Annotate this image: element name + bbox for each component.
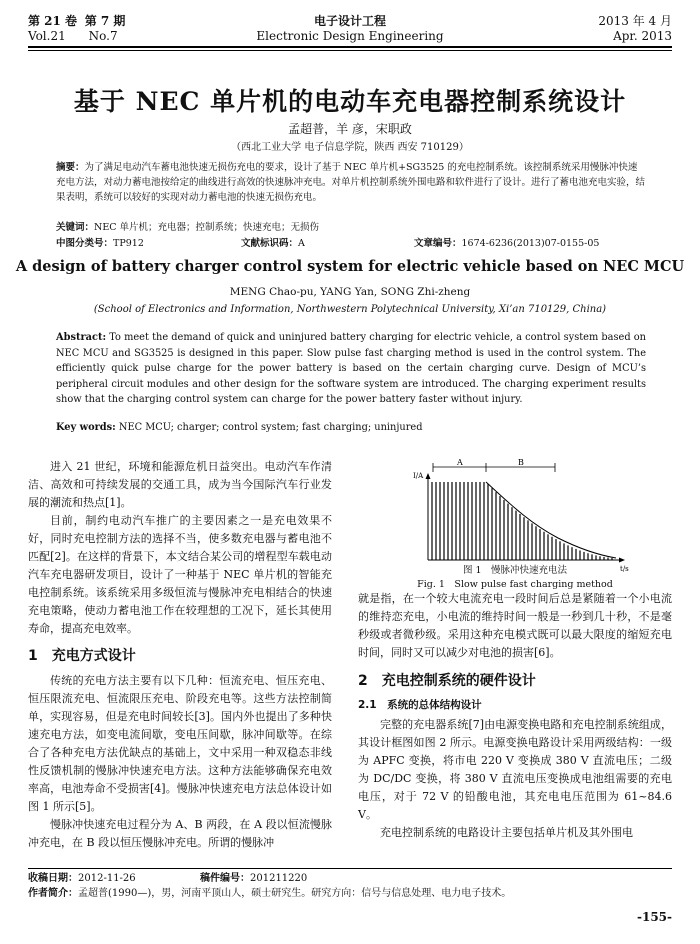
abstract-cn-label: 摘要： (56, 162, 85, 173)
journal-name-cn: 电子设计工程 (313, 14, 386, 28)
region-b-label: B (518, 458, 524, 467)
subsection-heading-2-1: 2.1 系统的总体结构设计 (358, 699, 482, 711)
right-column (358, 590, 672, 842)
volume-cn: 第 21 卷 第 7 期 (28, 14, 126, 28)
title-cn: 基于 NEC 单片机的电动车充电器控制系统设计 (73, 87, 627, 116)
authors-cn: 孟超普，羊 彦，宋职政 (288, 122, 412, 136)
journal-name-en: Electronic Design Engineering (256, 29, 444, 43)
header-rule-thin (28, 50, 672, 51)
figure-1 (358, 458, 672, 590)
figure-caption-en: Fig. 1 Slow pulse fast charging method (417, 579, 613, 590)
paragraph: 传统的充电方法主要有以下几种：恒流充电、恒压充电、恒压限流充电、恒流限压充电、阶段充电等。这些方法控制简单，实现容易，但是充电时间较长[3]。国内外也提出了多种快速充电方法，如变电流间歇，变电压间歇，脉冲间歇等。在综合了各种充电方法优缺点的基础上，文中采用一种双稳态非线性反馈机制的慢脉冲快速充电方法。这种方法能够确保充电效率高，电池寿命不受损害[4]。慢脉冲快速充电方法总体设计如图 1 所示[5]。 (28, 674, 332, 813)
keywords-en: Key words: NEC MCU; charger; control system; fast charging; uninjured (56, 422, 423, 433)
authors-en: MENG Chao-pu, YANG Yan, SONG Zhi-zheng (229, 286, 471, 298)
volume-en: Vol.21 No.7 (28, 29, 118, 43)
paragraph: 充电控制系统的电路设计主要包括单片机及其外围电 (380, 826, 633, 839)
abstract-cn: 摘要：为了满足电动汽车蓄电池快速无损伤充电的要求，设计了基于 NEC 单片机+SG3525 的充电控制系统。该控制系统采用慢脉冲快速充电方法，对动力蓄电池按给定的曲线进行高效的快速脉冲充电。对单片机控制系统外围电路和软件进行了设计。进行了蓄电池充电实验，结果表明，系统可以较好的实现对动力蓄电池的快速无损伤充电。 (56, 162, 646, 203)
affiliation-cn: （西北工业大学 电子信息学院，陕西 西安 710129） (231, 142, 469, 153)
received-date: 收稿日期：2012-11-26 (28, 873, 136, 884)
paragraph: 目前，制约电动汽车推广的主要因素之一是充电效果不好，同时充电控制方法的选择不当，使多数充电器与蓄电池不匹配[2]。在这样的背景下，本文结合某公司的增程型车载电动汽车充电器研发项目，设计了一种基于 NEC 单片机的智能充电控制系统。该系统采用多级恒流与慢脉冲充电相结合的快速充电策略，使动力蓄电池工作在较理想的工况下，延长其使用寿命，提高充电效率。 (28, 514, 332, 635)
paragraph: 进入 21 世纪，环境和能源危机日益突出。电动汽车作清洁、高效和可持续发展的交通工具，成为当今国际汽车行业发展的潮流和热点[1]。 (28, 460, 332, 509)
date-en: Apr. 2013 (613, 29, 672, 43)
abstract-en: Abstract: To meet the demand of quick and uninjured battery charging for electric vehicle, a control system based on NEC MCU and SG3525 is designed in this paper. Slow pulse fast charging method is used in the control system. The efficiently quick pulse charge for the power battery is based on the certain charging curve. Design of MCU’s peripheral circuit modules and other design for the software system are introduced. The charging experiment results show that the charging control system can charge for the power battery faster without injury. (56, 332, 646, 405)
manuscript-number: 稿件编号：201211220 (200, 873, 308, 884)
paragraph: 慢脉冲快速充电过程分为 A、B 两段，在 A 段以恒流慢脉冲充电，在 B 段以恒压慢脉冲充电。所谓的慢脉冲 (28, 818, 332, 849)
envelope-curve (486, 482, 616, 558)
paragraph: 就是指，在一个较大电流充电一段时间后总是紧随着一个小电流的维持恋充电，小电流的维持时间一般是一秒到几十秒，不是毫秒级或者微秒级。采用这种充电模式既可以最大限度的缩短充电时间，同时又可以减少对电池的损害[6]。 (358, 592, 672, 659)
affiliation-en: (School of Electronics and Information, Northwestern Polytechnical University, Xi’an 710129, China) (93, 304, 607, 315)
title-en: A design of battery charger control system for electric vehicle based on NEC MCU (15, 258, 685, 275)
footer-rule (28, 868, 672, 869)
author-bio: 作者简介：孟超普(1990—)，男，河南平顶山人，硕士研究生。研究方向：信号与信息处理、电力电子技术。 (28, 888, 512, 899)
x-axis-label: t/s (620, 565, 629, 573)
keywords-cn: 关键词：NEC 单片机；充电器；控制系统；快速充电；无损伤 (56, 222, 320, 233)
y-axis-label: I/A (413, 472, 424, 480)
header-rule (28, 46, 672, 48)
date-cn: 2013 年 4 月 (598, 14, 672, 28)
section-heading-1: 1 充电方式设计 (28, 648, 136, 664)
page-number: -155- (636, 910, 672, 924)
abstract-en-label: Abstract: (56, 332, 107, 343)
paragraph: 完整的充电器系统[7]由电源变换电路和充电控制系统组成，其设计框图如图 2 所示。电源变换电路设计采用两级结构：一级为 APFC 变换，将市电 220 V 变换成 380 V 直流电压；二级为 DC/DC 变换，将 380 V 直流电压变换成电池组需要的充电电压，对于 72 V 的铅酸电池，其充电电压范围为 61~84.6 V。 (358, 718, 672, 821)
region-a-label: A (457, 458, 463, 467)
pulse-bars (432, 482, 612, 560)
figure-caption-cn: 图 1 慢脉冲快速充电法 (462, 565, 568, 576)
keywords-en-label: Key words: (56, 422, 116, 433)
left-column (28, 458, 332, 852)
section-heading-2: 2 充电控制系统的硬件设计 (358, 673, 536, 689)
keywords-cn-label: 关键词： (56, 222, 95, 233)
